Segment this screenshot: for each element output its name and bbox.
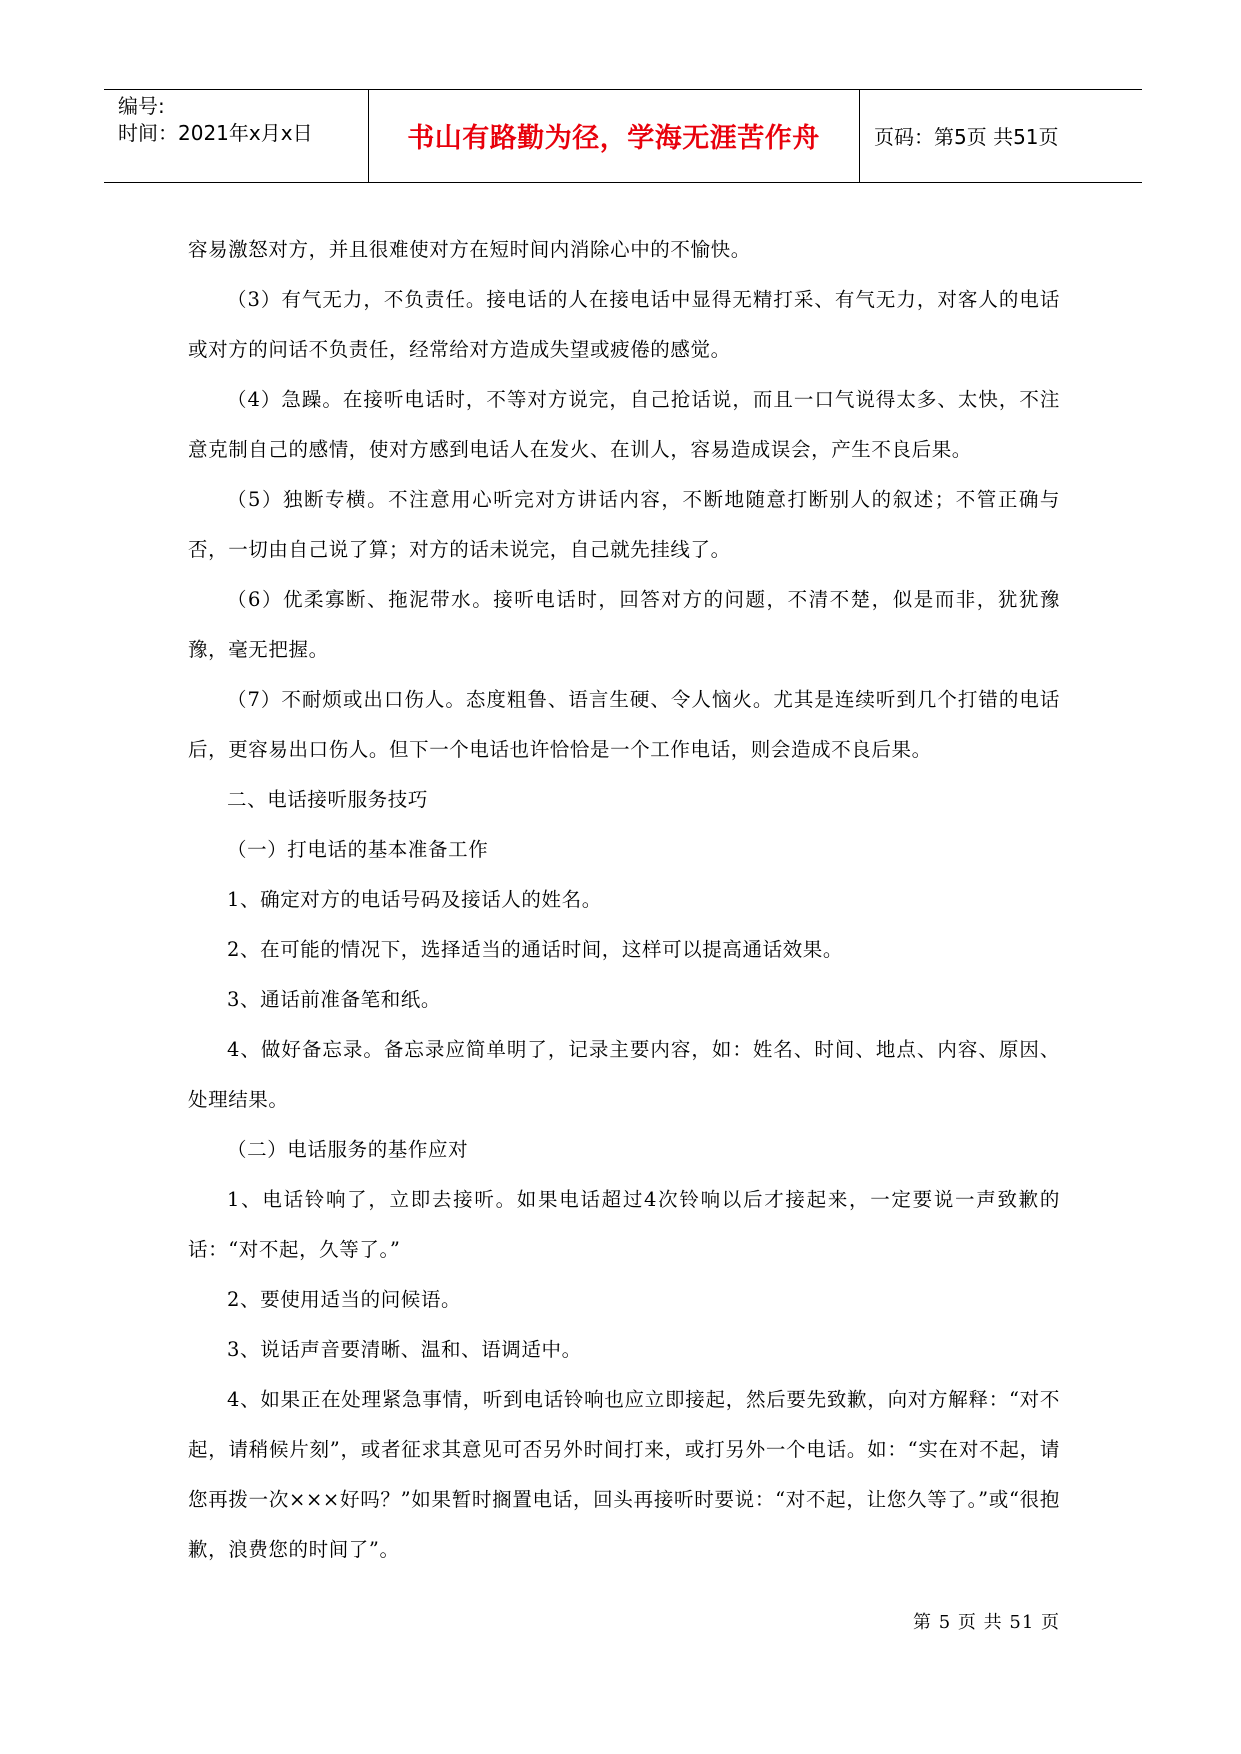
header-motto: 书山有路勤为径，学海无涯苦作舟 [407,123,820,154]
header-page-code: 页码：第5页 共51页 [874,125,1059,149]
list-item-2: 2、在可能的情况下，选择适当的通话时间，这样可以提高通话效果。 [227,938,844,961]
document-header [104,89,1142,183]
subsection-heading-1: （一）打电话的基本准备工作 [227,838,489,861]
section-heading-2: 二、电话接听服务技巧 [227,788,429,811]
list-item-3: 3、通话前准备笔和纸。 [227,988,442,1011]
paragraph-item-5: （5）独断专横。不注意用心听完对方讲话内容，不断地随意打断别人的叙述；不管正确与否，一切由自己说了算；对方的话未说完，自己就先挂线了。 [188,488,1060,561]
document-number-label: 编号: [118,94,165,118]
page-footer: 第 5 页 共 51 页 [913,1612,1060,1633]
response-item-1: 1、电话铃响了，立即去接听。如果电话超过4次铃响以后才接起来，一定要说一声致歉的话：“对不起，久等了。” [188,1188,1060,1261]
paragraph-continuation: 容易激怒对方，并且很难使对方在短时间内消除心中的不愉快。 [188,238,751,261]
paragraph-item-6: （6）优柔寡断、拖泥带水。接听电话时，回答对方的问题，不清不楚，似是而非，犹犹豫豫，毫无把握。 [188,588,1060,661]
paragraph-item-4: （4）急躁。在接听电话时，不等对方说完，自己抢话说，而且一口气说得太多、太快，不注意克制自己的感情，使对方感到电话人在发火、在训人，容易造成误会，产生不良后果。 [188,388,1060,461]
paragraph-item-3: （3）有气无力，不负责任。接电话的人在接电话中显得无精打采、有气无力，对客人的电话或对方的问话不负责任，经常给对方造成失望或疲倦的感觉。 [188,288,1060,361]
list-item-1: 1、确定对方的电话号码及接话人的姓名。 [227,888,602,911]
response-item-4: 4、如果正在处理紧急事情，听到电话铃响也应立即接起，然后要先致歉，向对方解释：“对不起，请稍候片刻”，或者征求其意见可否另外时间打来，或打另外一个电话。如：“实在对不起，请您再拨一次×××好吗？”如果暂时搁置电话，回头再接听时要说：“对不起，让您久等了。”或“很抱歉，浪费您的时间了”。 [188,1388,1060,1561]
list-item-4: 4、做好备忘录。备忘录应简单明了，记录主要内容，如：姓名、时间、地点、内容、原因、处理结果。 [188,1038,1060,1111]
response-item-3: 3、说话声音要清晰、温和、语调适中。 [227,1338,582,1361]
response-item-2: 2、要使用适当的问候语。 [227,1288,462,1311]
document-body [188,225,1060,1575]
document-time-label: 时间：2021年x月x日 [118,121,313,145]
paragraph-item-7: （7）不耐烦或出口伤人。态度粗鲁、语言生硬、令人恼火。尤其是连续听到几个打错的电话后，更容易出口伤人。但下一个电话也许恰恰是一个工作电话，则会造成不良后果。 [188,688,1060,761]
subsection-heading-2: （二）电话服务的基作应对 [227,1138,469,1161]
header-divider-right [859,90,860,182]
